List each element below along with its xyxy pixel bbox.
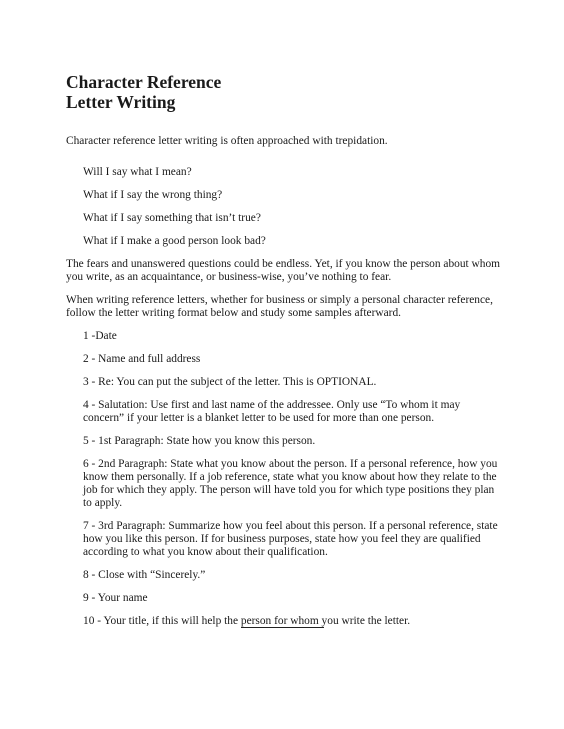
step-item: 4 - Salutation: Use first and last name of the addressee. Only use “To whom it may concern” if your letter is a blanket letter to be used for more than one person. bbox=[83, 399, 461, 424]
intro-paragraph: Character reference letter writing is often approached with trepidation. bbox=[66, 135, 388, 147]
step-item: 9 - Your name bbox=[83, 592, 148, 604]
step-item: 5 - 1st Paragraph: State how you know this person. bbox=[83, 435, 316, 447]
document-title bbox=[66, 72, 506, 112]
question-item: Will I say what I mean? bbox=[83, 166, 192, 178]
step-item: 7 - 3rd Paragraph: Summarize how you feel about this person. If a personal reference, state how you like this person. If for business purposes, state how you feel they are qualified according to what you know about their qualification. bbox=[83, 520, 498, 558]
title-line-1: Character Reference bbox=[66, 72, 222, 92]
step-item: 6 - 2nd Paragraph: State what you know about the person. If a personal reference, how you know them personally. If a job reference, state what you know about how they relate to the job for which they apply. The person will have told you for which type positions they plan to apply. bbox=[83, 458, 498, 509]
fears-paragraph: The fears and unanswered questions could be endless. Yet, if you know the person about whom you write, as an acquaintance, or business-wise, you’ve nothing to fear. bbox=[66, 258, 501, 283]
format-paragraph: When writing reference letters, whether for business or simply a personal character reference, follow the letter writing format below and study some samples afterward. bbox=[66, 294, 493, 319]
step-item: 2 - Name and full address bbox=[83, 353, 201, 365]
question-item: What if I say something that isn’t true? bbox=[83, 212, 261, 224]
end-divider bbox=[241, 627, 324, 628]
step-item: 1 -Date bbox=[83, 330, 117, 342]
step-item: 8 - Close with “Sincerely.” bbox=[83, 569, 206, 581]
step-item: 3 - Re: You can put the subject of the letter. This is OPTIONAL. bbox=[83, 376, 377, 388]
question-list bbox=[83, 166, 506, 248]
document-page bbox=[66, 72, 506, 638]
format-steps-list bbox=[83, 330, 503, 628]
question-item: What if I say the wrong thing? bbox=[83, 189, 223, 201]
step-item: 10 - Your title, if this will help the person for whom you write the letter. bbox=[83, 615, 411, 627]
title-line-2: Letter Writing bbox=[66, 92, 176, 112]
question-item: What if I make a good person look bad? bbox=[83, 235, 266, 247]
